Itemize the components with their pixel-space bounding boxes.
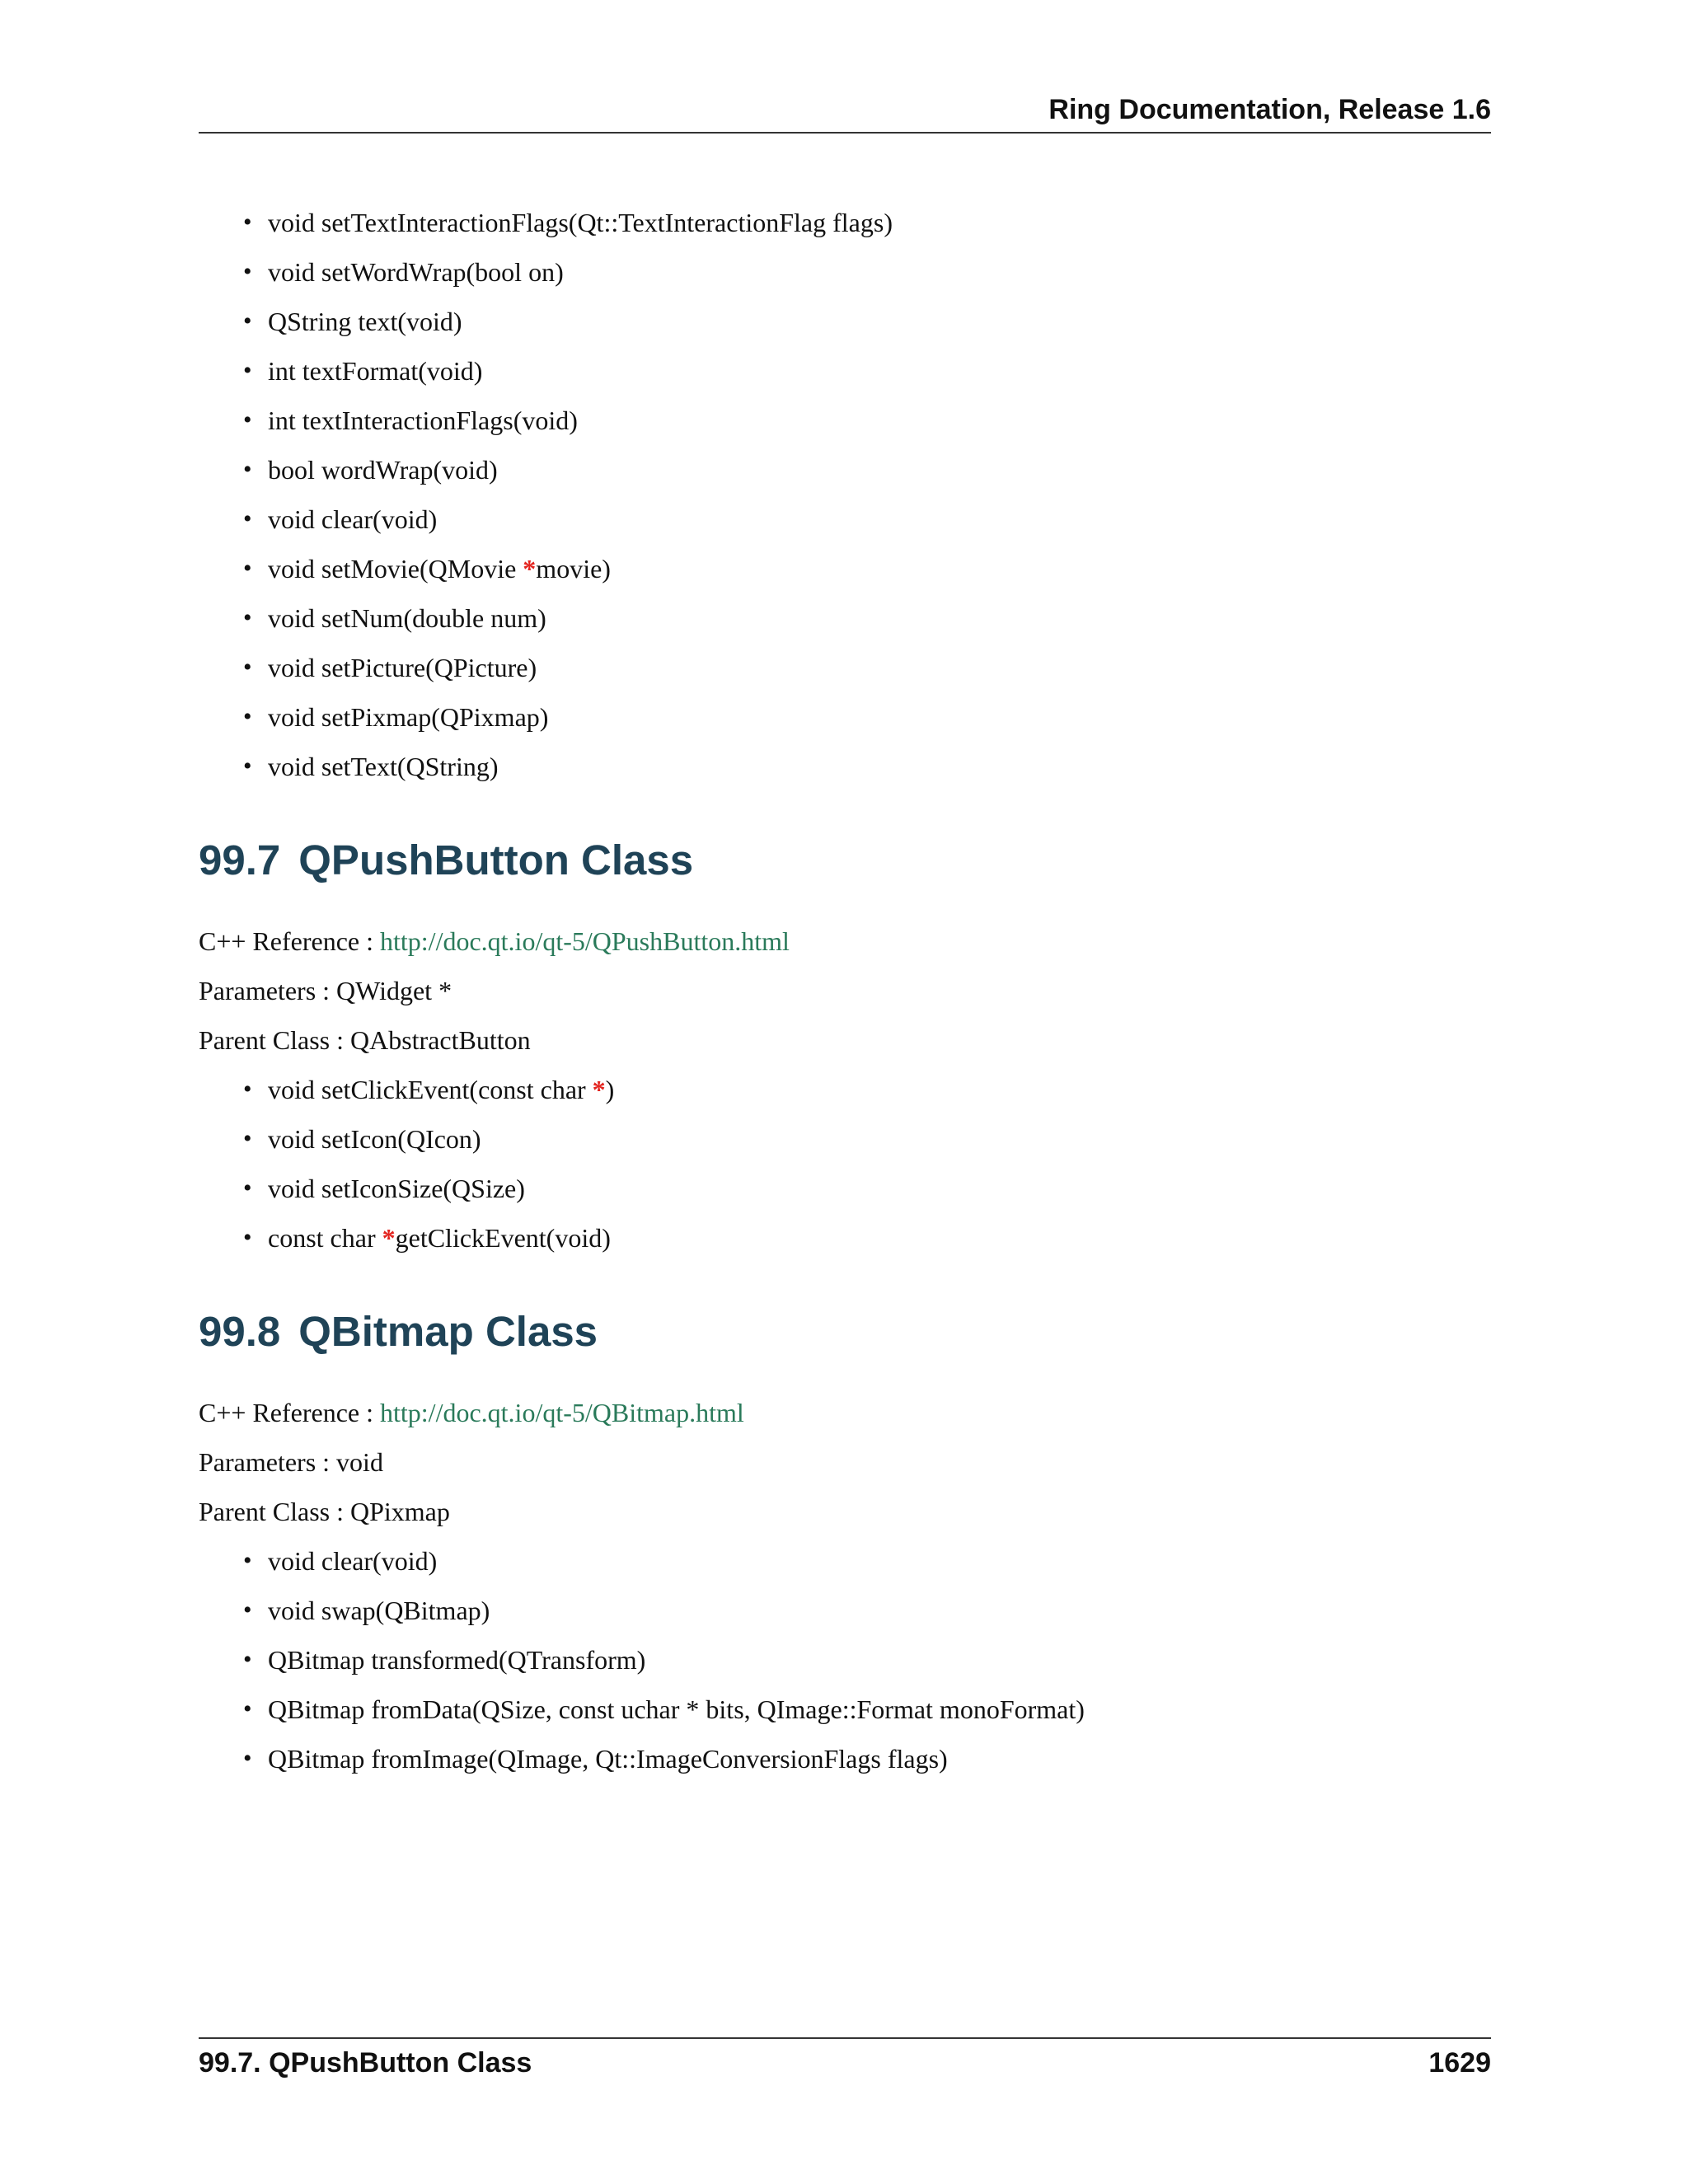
asterisk-mark: *: [523, 554, 537, 583]
parent-class-line: Parent Class : QPixmap: [199, 1497, 450, 1526]
cpp-reference-line: C++ Reference : http://doc.qt.io/qt-5/QPushButton.html: [199, 926, 790, 956]
asterisk-mark: *: [592, 1075, 606, 1104]
list-item: • QBitmap fromImage(QImage, Qt::ImageConversionFlags flags): [268, 1734, 1491, 1783]
parameters-line: Parameters : void: [199, 1447, 383, 1477]
page-content: [199, 198, 1491, 1783]
section-heading-qpushbutton: 99.7 QPushButton Class: [199, 837, 694, 883]
asterisk-mark: *: [382, 1223, 396, 1253]
list-item: • void clear(void): [268, 494, 1491, 544]
list-item: • const char *getClickEvent(void): [268, 1213, 1491, 1263]
list-item: • void setIcon(QIcon): [268, 1114, 1491, 1164]
list-item: • void setTextInteractionFlags(Qt::TextInteractionFlag flags): [268, 198, 1491, 247]
page-header: [199, 92, 1491, 134]
parameters-line: Parameters : QWidget *: [199, 976, 452, 1005]
list-item: • void setNum(double num): [268, 593, 1491, 643]
list-item: • void setPicture(QPicture): [268, 643, 1491, 692]
list-item: • void setClickEvent(const char *): [268, 1065, 1491, 1114]
section-heading-qbitmap: 99.8 QBitmap Class: [199, 1308, 598, 1355]
page-footer: [199, 2037, 1491, 2079]
list-item: • QBitmap fromData(QSize, const uchar * bits, QImage::Format monoFormat): [268, 1685, 1491, 1734]
list-item: • bool wordWrap(void): [268, 445, 1491, 494]
list-item: • void setMovie(QMovie *movie): [268, 544, 1491, 593]
footer-section-title: 99.7. QPushButton Class: [199, 2047, 532, 2079]
list-item: • void setText(QString): [268, 742, 1491, 791]
list-item: • int textInteractionFlags(void): [268, 396, 1491, 445]
cpp-reference-link[interactable]: http://doc.qt.io/qt-5/QPushButton.html: [380, 926, 790, 956]
cpp-reference-link[interactable]: http://doc.qt.io/qt-5/QBitmap.html: [380, 1398, 744, 1427]
list-item: • void clear(void): [268, 1536, 1491, 1586]
document-title: Ring Documentation, Release 1.6: [1048, 94, 1491, 125]
qbitmap-method-list: [199, 1536, 1491, 1783]
list-item: • void swap(QBitmap): [268, 1586, 1491, 1635]
cpp-reference-line: C++ Reference : http://doc.qt.io/qt-5/QBitmap.html: [199, 1398, 744, 1427]
list-item: • void setWordWrap(bool on): [268, 247, 1491, 297]
list-item: • int textFormat(void): [268, 346, 1491, 396]
intro-method-list: [199, 198, 1491, 791]
page-number: 1629: [1428, 2047, 1491, 2079]
list-item: • QBitmap transformed(QTransform): [268, 1635, 1491, 1685]
list-item: • QString text(void): [268, 297, 1491, 346]
list-item: • void setIconSize(QSize): [268, 1164, 1491, 1213]
list-item: • void setPixmap(QPixmap): [268, 692, 1491, 742]
qpushbutton-method-list: [199, 1065, 1491, 1263]
parent-class-line: Parent Class : QAbstractButton: [199, 1025, 531, 1055]
